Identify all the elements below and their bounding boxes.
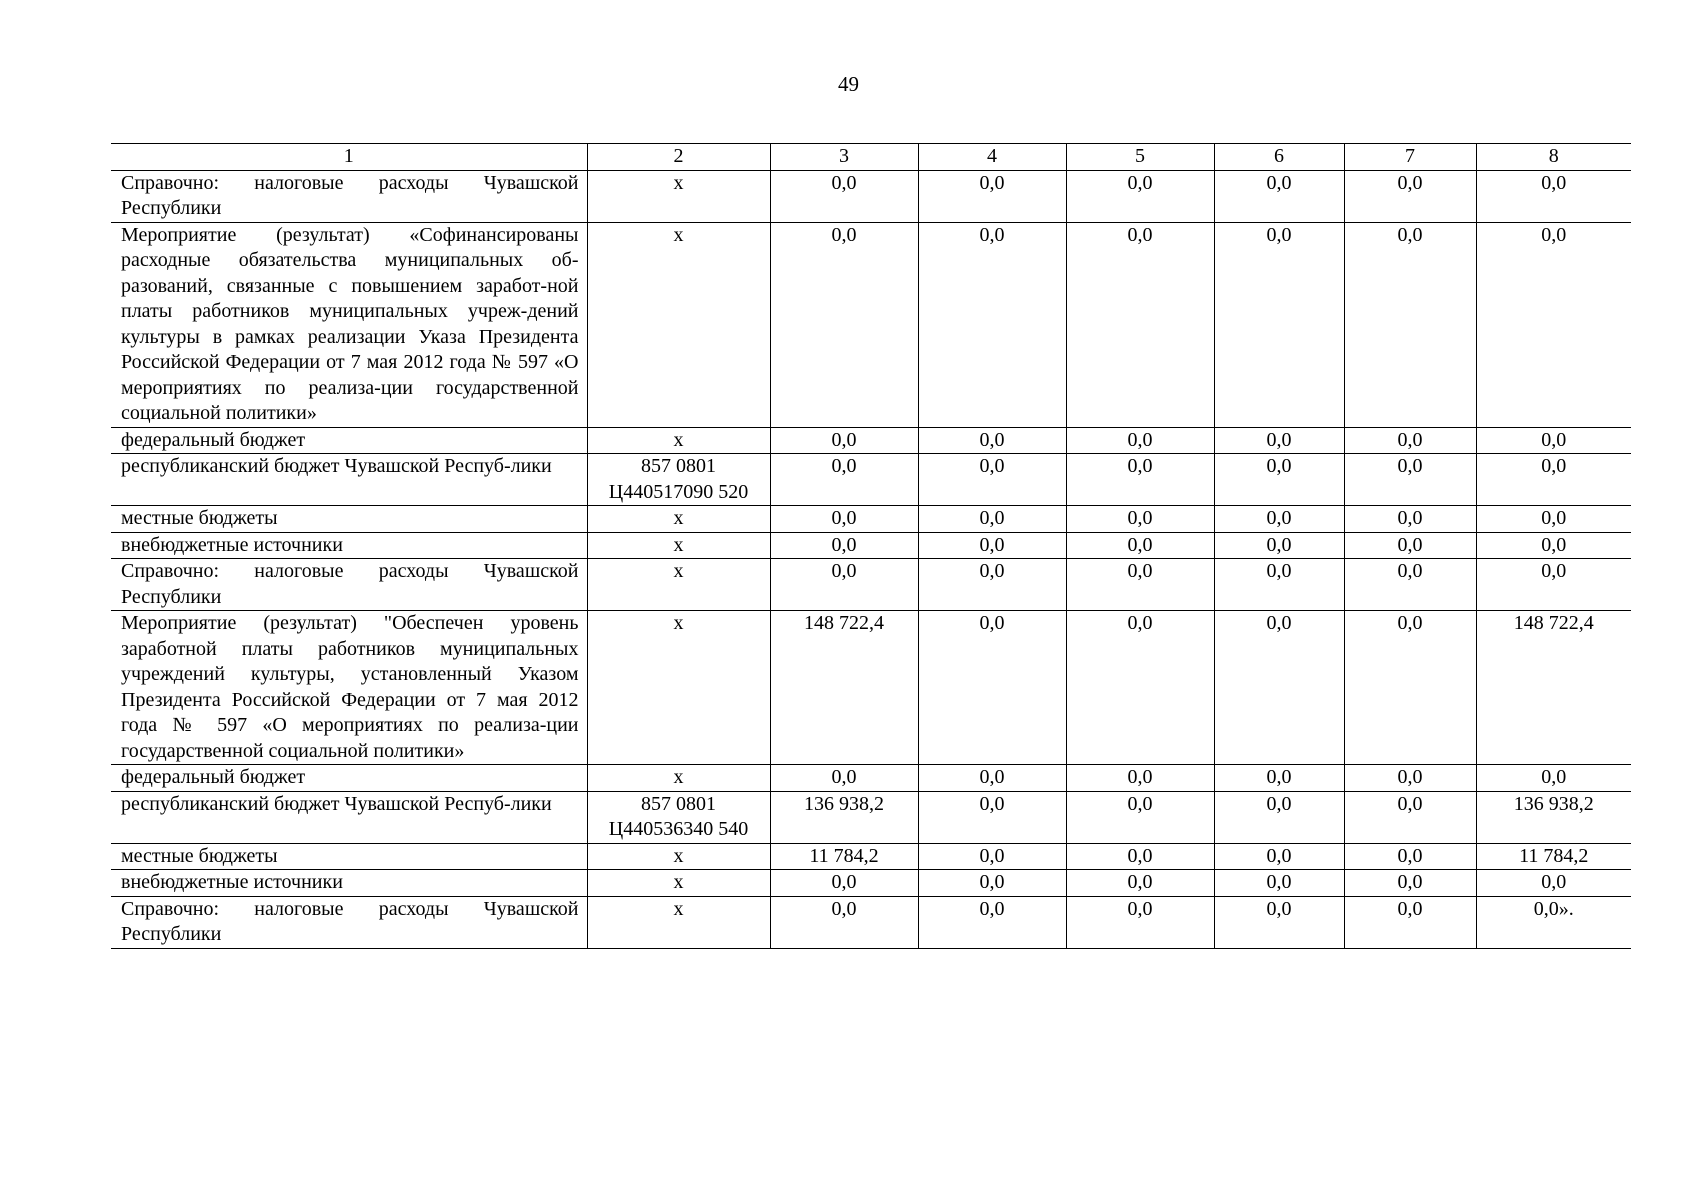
value-cell: 0,0 (1066, 454, 1214, 506)
value-cell: 0,0». (1476, 896, 1631, 948)
column-header: 8 (1476, 144, 1631, 171)
value-cell: 0,0 (770, 222, 918, 427)
value-cell: 0,0 (1066, 170, 1214, 222)
value-cell: 0,0 (918, 559, 1066, 611)
value-cell: 11 784,2 (770, 843, 918, 870)
value-cell: 0,0 (918, 791, 1066, 843)
table-row (111, 765, 1631, 792)
value-cell: 0,0 (918, 506, 1066, 533)
table-row (111, 170, 1631, 222)
value-cell: 0,0 (1344, 791, 1476, 843)
value-cell: 0,0 (1066, 427, 1214, 454)
value-cell: 0,0 (1214, 427, 1344, 454)
row-label: федеральный бюджет (111, 765, 587, 792)
value-cell: 0,0 (1344, 532, 1476, 559)
row-label: Справочно: налоговые расходы Чувашской Республики (111, 559, 587, 611)
value-cell: 0,0 (1066, 896, 1214, 948)
value-cell: 0,0 (918, 843, 1066, 870)
value-cell: 0,0 (1214, 791, 1344, 843)
value-cell: 0,0 (1344, 559, 1476, 611)
budget-code: x (587, 896, 770, 948)
value-cell: 0,0 (770, 765, 918, 792)
row-label: республиканский бюджет Чувашской Респуб-лики (111, 791, 587, 843)
value-cell: 0,0 (770, 170, 918, 222)
value-cell: 0,0 (1344, 843, 1476, 870)
table-row (111, 843, 1631, 870)
value-cell: 0,0 (918, 427, 1066, 454)
value-cell: 0,0 (1214, 454, 1344, 506)
value-cell: 0,0 (770, 870, 918, 897)
value-cell: 0,0 (1476, 170, 1631, 222)
value-cell: 0,0 (918, 765, 1066, 792)
row-label: федеральный бюджет (111, 427, 587, 454)
table-row (111, 870, 1631, 897)
table-row (111, 791, 1631, 843)
value-cell: 0,0 (1214, 765, 1344, 792)
budget-code: x (587, 427, 770, 454)
column-header: 5 (1066, 144, 1214, 171)
table-row (111, 222, 1631, 427)
value-cell: 0,0 (1476, 506, 1631, 533)
budget-code: x (587, 843, 770, 870)
budget-table (111, 143, 1631, 949)
budget-code: x (587, 506, 770, 533)
page-number: 49 (838, 72, 859, 96)
column-header: 4 (918, 144, 1066, 171)
value-cell: 0,0 (1344, 870, 1476, 897)
row-label: Мероприятие (результат) «Софинансированы расходные обязательства муниципальных об-разований, связанные с повышением заработ-ной платы работников муниципальных учреж-дений культуры в рамках реализации Указа Президента Российской Федерации от 7 мая 2012 года № 597 «О мероприятиях по реализа-ции государственной социальной политики» (111, 222, 587, 427)
value-cell: 0,0 (1214, 222, 1344, 427)
value-cell: 0,0 (1344, 454, 1476, 506)
budget-code: x (587, 222, 770, 427)
value-cell: 0,0 (1066, 791, 1214, 843)
value-cell: 0,0 (1214, 870, 1344, 897)
table-row (111, 454, 1631, 506)
budget-code: x (587, 765, 770, 792)
table-header-row (111, 144, 1631, 171)
value-cell: 0,0 (1344, 170, 1476, 222)
value-cell: 11 784,2 (1476, 843, 1631, 870)
row-label: местные бюджеты (111, 843, 587, 870)
table-row (111, 506, 1631, 533)
value-cell: 136 938,2 (1476, 791, 1631, 843)
column-header: 2 (587, 144, 770, 171)
budget-code: 857 0801 Ц440536340 540 (587, 791, 770, 843)
value-cell: 0,0 (1476, 765, 1631, 792)
value-cell: 0,0 (1214, 896, 1344, 948)
budget-code: x (587, 559, 770, 611)
value-cell: 0,0 (918, 454, 1066, 506)
value-cell: 0,0 (1066, 765, 1214, 792)
value-cell: 0,0 (1214, 843, 1344, 870)
budget-code: x (587, 170, 770, 222)
value-cell: 0,0 (1066, 843, 1214, 870)
table-row (111, 559, 1631, 611)
value-cell: 148 722,4 (1476, 611, 1631, 765)
value-cell: 0,0 (770, 532, 918, 559)
value-cell: 0,0 (1214, 170, 1344, 222)
value-cell: 0,0 (1066, 559, 1214, 611)
value-cell: 0,0 (918, 870, 1066, 897)
value-cell: 0,0 (918, 896, 1066, 948)
value-cell: 0,0 (1344, 611, 1476, 765)
value-cell: 0,0 (770, 896, 918, 948)
value-cell: 148 722,4 (770, 611, 918, 765)
value-cell: 0,0 (1476, 222, 1631, 427)
value-cell: 0,0 (918, 222, 1066, 427)
value-cell: 0,0 (1214, 559, 1344, 611)
table-row (111, 532, 1631, 559)
value-cell: 0,0 (1214, 506, 1344, 533)
value-cell: 0,0 (1344, 896, 1476, 948)
value-cell: 0,0 (1066, 611, 1214, 765)
column-header: 3 (770, 144, 918, 171)
row-label: местные бюджеты (111, 506, 587, 533)
budget-code: x (587, 870, 770, 897)
value-cell: 0,0 (1476, 532, 1631, 559)
column-header: 7 (1344, 144, 1476, 171)
row-label: Мероприятие (результат) "Обеспечен уровень заработной платы работников муниципальных учреждений культуры, установленный Указом Президента Российской Федерации от 7 мая 2012 года № 597 «О мероприятиях по реализа-ции государственной социальной политики» (111, 611, 587, 765)
value-cell: 0,0 (1066, 222, 1214, 427)
row-label: внебюджетные источники (111, 870, 587, 897)
value-cell: 0,0 (1476, 454, 1631, 506)
value-cell: 0,0 (770, 506, 918, 533)
value-cell: 0,0 (1214, 532, 1344, 559)
value-cell: 0,0 (770, 454, 918, 506)
value-cell: 0,0 (918, 170, 1066, 222)
value-cell: 0,0 (1344, 427, 1476, 454)
value-cell: 0,0 (1344, 765, 1476, 792)
row-label: внебюджетные источники (111, 532, 587, 559)
value-cell: 0,0 (1066, 532, 1214, 559)
row-label: Справочно: налоговые расходы Чувашской Республики (111, 896, 587, 948)
table-row (111, 427, 1631, 454)
table-row (111, 611, 1631, 765)
value-cell: 136 938,2 (770, 791, 918, 843)
value-cell: 0,0 (918, 532, 1066, 559)
row-label: Справочно: налоговые расходы Чувашской Республики (111, 170, 587, 222)
value-cell: 0,0 (1476, 427, 1631, 454)
value-cell: 0,0 (770, 427, 918, 454)
column-header: 6 (1214, 144, 1344, 171)
row-label: республиканский бюджет Чувашской Респуб-лики (111, 454, 587, 506)
budget-code: x (587, 532, 770, 559)
value-cell: 0,0 (1344, 506, 1476, 533)
value-cell: 0,0 (1476, 870, 1631, 897)
budget-code: x (587, 611, 770, 765)
value-cell: 0,0 (1066, 506, 1214, 533)
value-cell: 0,0 (918, 611, 1066, 765)
value-cell: 0,0 (1344, 222, 1476, 427)
table-row (111, 896, 1631, 948)
value-cell: 0,0 (770, 559, 918, 611)
budget-code: 857 0801 Ц440517090 520 (587, 454, 770, 506)
value-cell: 0,0 (1214, 611, 1344, 765)
value-cell: 0,0 (1476, 559, 1631, 611)
column-header: 1 (111, 144, 587, 171)
value-cell: 0,0 (1066, 870, 1214, 897)
